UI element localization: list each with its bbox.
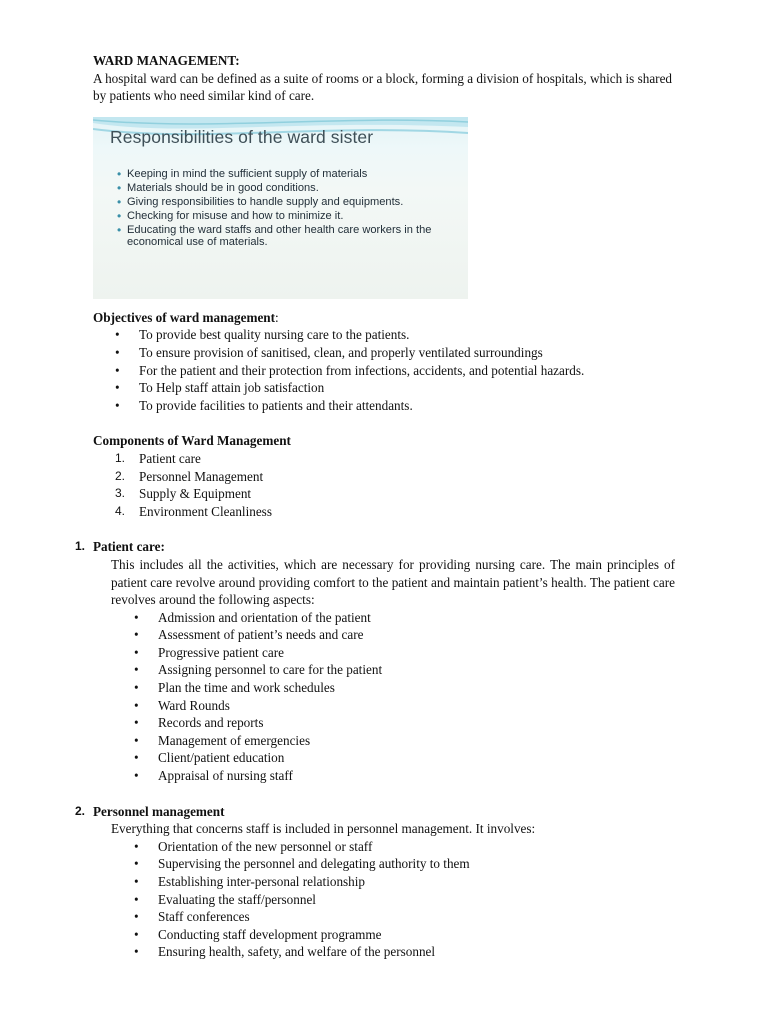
figure-list — [117, 169, 462, 251]
objective-item: • To Help staff attain job satisfaction — [93, 379, 675, 397]
list-item: • Assigning personnel to care for the patient — [111, 661, 675, 679]
patient-care-section — [75, 538, 675, 784]
list-item: • Staff conferences — [111, 908, 675, 926]
component-number: 3. — [115, 486, 126, 501]
personnel-body — [93, 820, 675, 961]
objective-item: • To ensure provision of sanitised, clean, and properly ventilated surroundings — [93, 344, 675, 362]
responsibilities-figure — [93, 117, 468, 299]
objectives-heading-text: Objectives of ward management — [93, 309, 276, 325]
component-number: 1. — [115, 450, 126, 465]
list-item: • Supervising the personnel and delegating authority to them — [111, 855, 675, 873]
list-item: • Client/patient education — [111, 749, 675, 767]
page-title: WARD MANAGEMENT: — [93, 53, 240, 68]
list-item: • Evaluating the staff/personnel — [111, 891, 675, 909]
list-item: • Progressive patient care — [111, 644, 675, 662]
objectives-list — [93, 326, 675, 414]
figure-item: • Educating the ward staffs and other health care workers in the economical use of materials. — [117, 225, 462, 249]
component-item — [93, 468, 675, 486]
section-title: Patient care: — [93, 539, 165, 555]
list-item: • Appraisal of nursing staff — [111, 767, 675, 785]
patient-care-body — [93, 556, 675, 785]
component-number: 2. — [115, 468, 126, 483]
component-text: Patient care — [139, 450, 201, 466]
patient-care-list — [111, 609, 675, 785]
list-item: • Conducting staff development programme — [111, 926, 675, 944]
figure-title: Responsibilities of the ward sister — [110, 126, 374, 147]
component-item — [93, 503, 675, 521]
list-item: • Management of emergencies — [111, 732, 675, 750]
component-number: 4. — [115, 503, 126, 518]
objective-item: • For the patient and their protection from infections, accidents, and potential hazards. — [93, 362, 675, 380]
personnel-list — [111, 838, 675, 961]
intro-paragraph: A hospital ward can be defined as a suite of rooms or a block, forming a division of hospitals, which is shared by patients who need similar kind of care. — [93, 70, 673, 104]
figure-item: • Keeping in mind the sufficient supply of materials — [117, 169, 462, 181]
section-number: 1. — [75, 539, 86, 554]
section-number: 2. — [75, 803, 86, 818]
component-item — [93, 450, 675, 468]
figure-item: • Checking for misuse and how to minimize it. — [117, 211, 462, 223]
objective-item: • To provide best quality nursing care to the patients. — [93, 326, 675, 344]
objectives-heading-colon: : — [275, 309, 279, 325]
personnel-paragraph: Everything that concerns staff is included in personnel management. It involves: — [111, 821, 536, 837]
list-item: • Plan the time and work schedules — [111, 679, 675, 697]
list-item: • Establishing inter-personal relationship — [111, 873, 675, 891]
component-text: Personnel Management — [139, 468, 264, 484]
personnel-heading — [75, 803, 675, 821]
components-heading: Components of Ward Management — [93, 433, 291, 449]
objectives-heading — [93, 309, 675, 327]
components-list — [93, 450, 675, 520]
list-item: • Ensuring health, safety, and welfare of the personnel — [111, 943, 675, 961]
list-item: • Records and reports — [111, 714, 675, 732]
component-text: Supply & Equipment — [139, 486, 252, 502]
patient-care-heading — [75, 538, 675, 556]
list-item: • Ward Rounds — [111, 697, 675, 715]
section-title: Personnel management — [93, 803, 225, 819]
personnel-section — [75, 803, 675, 961]
figure-item: • Materials should be in good conditions. — [117, 183, 462, 195]
list-item: • Admission and orientation of the patient — [111, 609, 675, 627]
list-item: • Assessment of patient’s needs and care — [111, 626, 675, 644]
list-item: • Orientation of the new personnel or staff — [111, 838, 675, 856]
figure-item: • Giving responsibilities to handle supply and equipments. — [117, 197, 462, 209]
objective-item: • To provide facilities to patients and their attendants. — [93, 397, 675, 415]
patient-care-paragraph: This includes all the activities, which are necessary for providing nursing care. The main principles of patient care revolve around providing comfort to the patient and maintain patient’s health. The patient care revolves around the following aspects: — [111, 556, 675, 608]
document-content — [75, 52, 675, 961]
component-item — [93, 485, 675, 503]
component-text: Environment Cleanliness — [139, 503, 272, 519]
